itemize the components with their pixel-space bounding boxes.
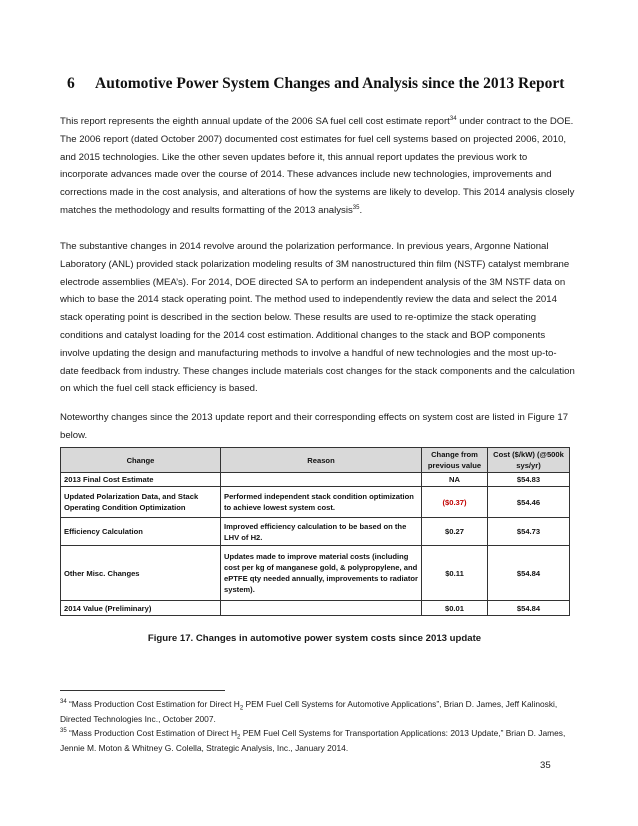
cell-cost: $54.73	[488, 518, 570, 546]
footnote-text: PEM Fuel Cell Systems for Transportation Applications: 2013 Update,” Brian D. James, Jennie M. Moton & Whitney G. Colella, Strategic Analysis, Inc., January 2014.	[60, 728, 566, 753]
footnote-subscript: 2	[239, 705, 244, 712]
paragraph-intro	[60, 113, 575, 220]
cell-delta: ($0.37)	[422, 487, 488, 518]
table-row	[61, 546, 570, 601]
cell-delta: $0.01	[422, 601, 488, 616]
section-number: 6	[67, 75, 75, 92]
footnote-35	[60, 726, 575, 755]
paragraph-intro-text-c: .	[359, 204, 363, 216]
cell-delta: $0.27	[422, 518, 488, 546]
cell-reason: Updates made to improve material costs (including cost per kg of manganese gold, & polypropylene, and ePTFE qty needed annually, improvements to radiator system).	[221, 546, 422, 601]
table-header-row	[61, 448, 570, 473]
header-change-from: Change from previous value	[422, 448, 488, 473]
footnote-mark: 35	[60, 728, 67, 735]
cell-reason	[221, 601, 422, 616]
paragraph-intro-text-b: under contract to the DOE. The 2006 report (dated October 2007) documented cost estimates for fuel cell systems based on projected 2006, 2010, and 2015 technologies. Like the other seven updates before it, this annual report updates the previous work to incorporate advances made over the course of 2014. These advances include new technologies, improvements and corrections made in the cost analysis, and alterations of how the systems are likely to develop. This 2014 analysis closely matches the methodology and results formatting of the 2013 analysis	[60, 116, 575, 216]
header-cost: Cost ($/kW) (@500k sys/yr)	[488, 448, 570, 473]
footnote-ref-34[interactable]: 34	[449, 115, 457, 122]
footnote-34	[60, 697, 575, 726]
cell-change: Efficiency Calculation	[61, 518, 221, 546]
table-row	[61, 518, 570, 546]
paragraph-changes: The substantive changes in 2014 revolve around the polarization performance. In previous years, Argonne National Laboratory (ANL) provided stack polarization modeling results of 3M nanostructured thin film (NSTF) catalyst membrane electrode assemblies (MEA’s). For 2014, DOE directed SA to perform an independent analysis of the 3M NSTF data on which to base the 2014 stack operating point. The method used to independently review the data and select the 2014 stack operating point is described in the section below. These results are used to re-optimize the stack operating conditions and catalyst loading for the 2014 cost estimation. Additional changes to the stack and BOP components involve updating the design and manufacturing methods to involve a handful of new technologies and the most up-to-date feedback from industry. These changes include materials cost changes for the stack components and the calculation on which the fuel cell stack efficiency is based.	[60, 241, 575, 395]
footnote-subscript: 2	[237, 734, 241, 741]
cell-reason: Improved efficiency calculation to be based on the LHV of H2.	[221, 518, 422, 546]
section-title: Automotive Power System Changes and Analysis since the 2013 Report	[95, 75, 565, 92]
cell-cost: $54.83	[488, 473, 570, 487]
cell-delta: $0.11	[422, 546, 488, 601]
cost-changes-table	[60, 447, 570, 616]
cell-change: Updated Polarization Data, and Stack Operating Condition Optimization	[61, 487, 221, 518]
cell-cost: $54.46	[488, 487, 570, 518]
table-row	[61, 601, 570, 616]
footnote-text: “Mass Production Cost Estimation for Direct H	[66, 699, 240, 709]
cell-reason: Performed independent stack condition optimization to achieve lowest system cost.	[221, 487, 422, 518]
cell-change: 2013 Final Cost Estimate	[61, 473, 221, 487]
cell-change: Other Misc. Changes	[61, 546, 221, 601]
paragraph-figure-intro: Noteworthy changes since the 2013 update report and their corresponding effects on system cost are listed in Figure 17 below.	[60, 412, 569, 441]
header-reason: Reason	[221, 448, 422, 473]
section-heading	[67, 74, 567, 94]
cell-reason	[221, 473, 422, 487]
footnote-ref-35[interactable]: 35	[352, 204, 360, 211]
cell-cost: $54.84	[488, 546, 570, 601]
cell-change: 2014 Value (Preliminary)	[61, 601, 221, 616]
footnote-mark: 34	[60, 699, 67, 706]
table-row	[61, 473, 570, 487]
footnote-text: “Mass Production Cost Estimation of Direct H	[66, 728, 238, 738]
cell-cost: $54.84	[488, 601, 570, 616]
cell-delta: NA	[422, 473, 488, 487]
footnote-divider	[60, 690, 225, 691]
paragraph-intro-text-a: This report represents the eighth annual update of the 2006 SA fuel cell cost estimate report	[60, 116, 450, 127]
table-row	[61, 487, 570, 518]
page-number: 35	[540, 760, 551, 771]
figure-caption: Figure 17. Changes in automotive power system costs since 2013 update	[147, 633, 482, 644]
footnote-text: PEM Fuel Cell Systems for Automotive Applications”, Brian D. James, Jeff Kalinoski, Directed Technologies Inc., October 2007.	[60, 699, 558, 724]
header-change: Change	[61, 448, 221, 473]
